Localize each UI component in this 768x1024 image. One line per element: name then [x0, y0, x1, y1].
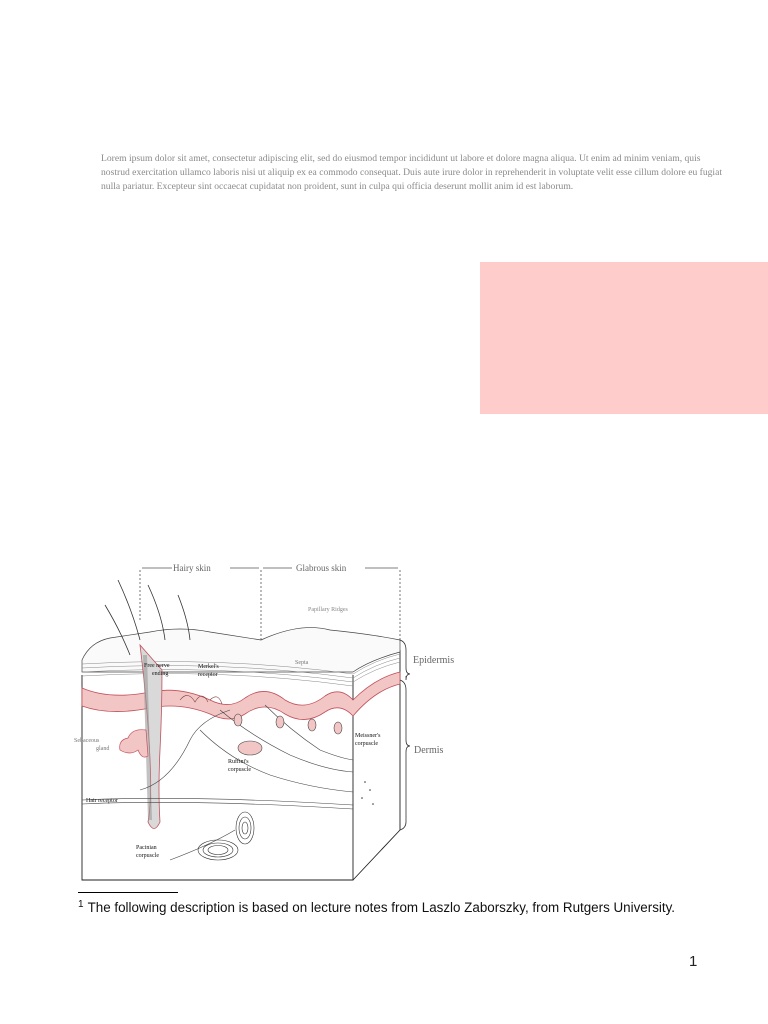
- footnote-divider: [78, 892, 178, 893]
- footnote-text: The following description is based on lecture notes from Laszlo Zaborszky, from Rutgers University.: [87, 900, 676, 915]
- label-merkel-2: receptor: [198, 672, 218, 678]
- skin-receptors-figure: [70, 560, 470, 885]
- footnote-marker: 1: [78, 899, 84, 910]
- label-ruffini-2: corpuscle: [228, 767, 251, 773]
- label-meissner-2: corpuscle: [355, 741, 378, 747]
- label-dermis: Dermis: [414, 745, 444, 756]
- footnote: [78, 899, 738, 915]
- label-papillary-ridges: Papillary Ridges: [308, 607, 348, 613]
- label-septa: Septa: [295, 660, 309, 666]
- label-free-nerve-2: ending: [152, 671, 169, 677]
- label-free-nerve-1: Free nerve: [144, 663, 170, 669]
- label-meissner-1: Meissner's: [355, 733, 381, 739]
- label-sebaceous-2: gland: [96, 746, 110, 752]
- label-sebaceous-1: Sebaceous: [74, 738, 100, 744]
- label-merkel-1: Merkel's: [198, 664, 219, 670]
- label-ruffini-1: Ruffini's: [228, 759, 249, 765]
- label-hair-receptor: Hair receptor: [86, 798, 118, 804]
- label-glabrous-skin: Glabrous skin: [296, 563, 347, 573]
- label-pacinian-1: Pacinian: [136, 845, 157, 851]
- highlight-block: [480, 262, 768, 414]
- body-paragraph: Lorem ipsum dolor sit amet, consectetur adipiscing elit, sed do eiusmod tempor incididunt ut labore et dolore magna aliqua. Ut enim ad minim veniam, quis nostrud exercitation ullamco laboris nisi ut aliquip ex ea commodo consequat. Duis aute irure dolor in reprehenderit in voluptate velit esse cillum dolore eu fugiat nulla pariatur. Excepteur sint occaecat cupidatat non proident, sunt in culpa qui officia deserunt mollit anim id est laborum.: [101, 153, 723, 192]
- label-epidermis: Epidermis: [413, 655, 455, 666]
- label-pacinian-2: corpuscle: [136, 853, 159, 859]
- label-hairy-skin: Hairy skin: [173, 563, 211, 573]
- page-number: 1: [689, 953, 698, 970]
